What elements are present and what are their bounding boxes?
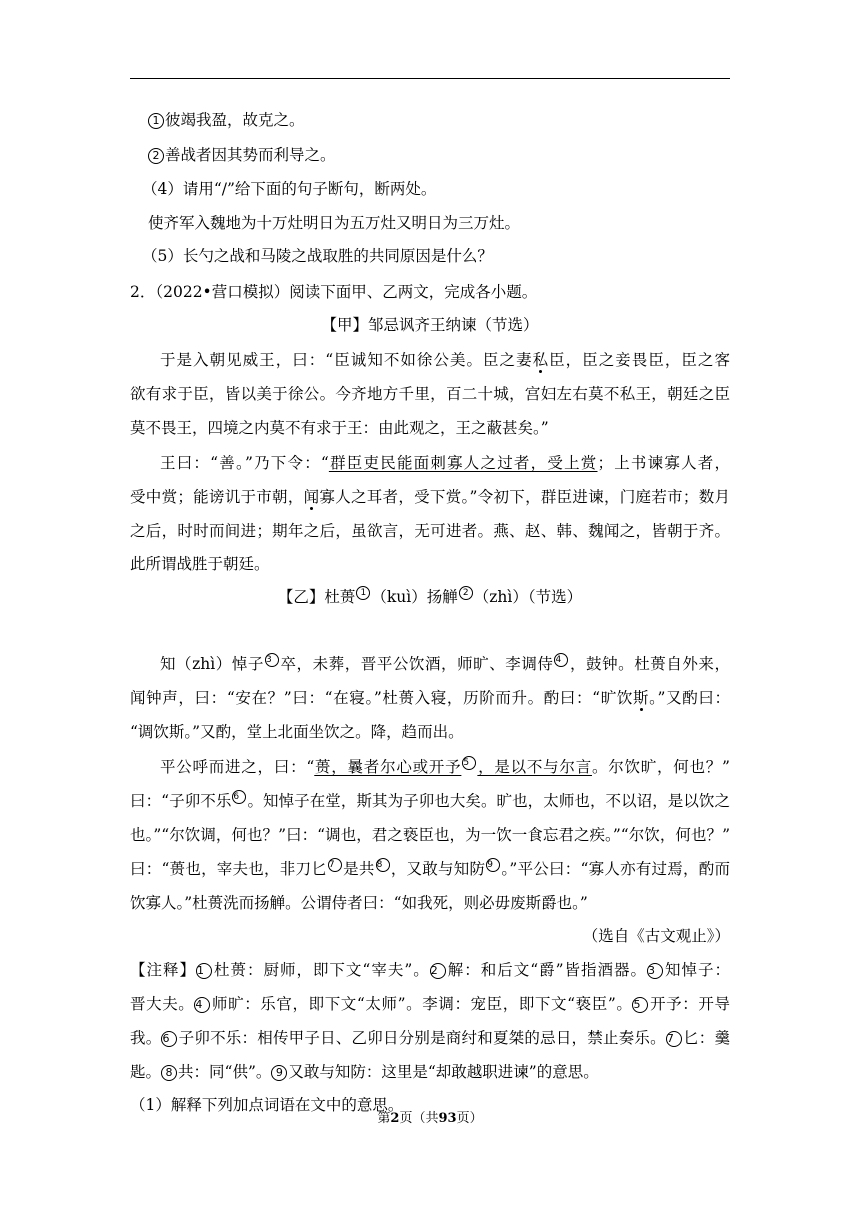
jia-p2-line4: 此所谓战胜于朝廷。 — [130, 555, 270, 573]
sub-question-1: （1）解释下列加点词语在文中的意思。 — [130, 1096, 404, 1114]
question-4-sentence: 使齐军入魏地为十万灶明日为五万灶又明日为三万灶。 — [148, 214, 521, 232]
question-2-intro: 2．（2022•营口模拟）阅读下面甲、乙两文，完成各小题。 — [130, 283, 538, 301]
jia-p1-line2: 欲有求于臣，皆以美于徐公。今齐地方千里，百二十城，宫妇左右莫不私王，朝廷之臣 — [130, 385, 730, 403]
yi-p2-line3: 也。”“尔饮调，何也？”曰：“调也，君之亵臣也，为一饮一食忘君之疾。”“尔饮，何也？” — [130, 826, 730, 844]
yi-p2-line4: 曰：“蒉也，宰夫也，非刀匕 7 是共 8 ，又敢与知防 9 。”平公曰：“寡人亦有过焉，酌而 — [130, 860, 730, 878]
option-1: 1 彼竭我盈，故克之。 — [148, 109, 305, 131]
option-2: 2 善战者因其势而利导之。 — [148, 144, 336, 166]
note-marker: 2 — [459, 586, 473, 600]
note-marker: 9 — [486, 858, 500, 872]
jia-p2-line2: 受中赏；能谤讥于市朝，闻寡人之耳者，受下赏。”令初下，群臣进谏，门庭若市；数月 — [130, 488, 730, 506]
notes-line2: 晋大夫。4 师旷：乐官，即下文“太师”。李调：宠臣，即下文“亵臣”。5 开予：开导 — [130, 995, 730, 1013]
circled-number: 2 — [148, 148, 164, 164]
notes-line4: 匙。 8 共：同“供”。 9 又敢与知防：这里是“却敢越职进谏”的意思。 — [130, 1063, 599, 1081]
circled-number: 1 — [148, 113, 164, 129]
underlined-sentence: 群臣吏民能面刺寡人之过者，受上赏 — [328, 454, 598, 472]
passage-jia-title: 【甲】邹忌讽齐王纳谏（节选） — [321, 316, 539, 334]
page-footer: 第2页（共93页） — [377, 1111, 483, 1126]
note-marker: 5 — [462, 756, 476, 770]
dotted-word: 私 — [532, 351, 550, 369]
dotted-word: 斯 — [632, 689, 650, 707]
dotted-word: 闻 — [303, 488, 320, 506]
yi-p1-line3: “调饮斯。”又酌，堂上北面坐饮之。降，趋而出。 — [130, 723, 464, 741]
notes-line1: 【注释】1 杜蒉：厨师，即下文“宰夫”。2 解：和后文“爵”皆指酒器。3 知悼子： — [130, 961, 730, 979]
passage-yi-title: 【乙】杜蒉 1 （kuì）扬觯 2 （zhì）（节选） — [277, 588, 583, 606]
page-number: 2 — [390, 1111, 400, 1126]
yi-p2-line1: 平公呼而进之，曰：“蒉，曩者尔心或开予 5 ，是以不与尔言。尔饮旷，何也？” — [160, 758, 730, 776]
note-marker: 7 — [328, 858, 342, 872]
jia-p1-line3: 莫不畏王，四境之内莫不有求于王：由此观之，王之蔽甚矣。” — [130, 419, 549, 437]
note-marker: 8 — [376, 858, 390, 872]
note-marker: 3 — [265, 653, 279, 667]
yi-p2-line2: 曰：“子卯不乐 6 。知悼子在堂，斯其为子卯也大矣。旷也，太师也，不以诏，是以饮之 — [130, 792, 730, 810]
jia-p2-line1: 王曰：“善。”乃下令：“群臣吏民能面刺寡人之过者，受上赏；上书谏寡人者， — [160, 454, 730, 472]
note-marker: 1 — [356, 586, 370, 600]
jia-p2-line3: 之后，时时而间进；期年之后，虽欲言，无可进者。燕、赵、韩、魏闻之，皆朝于齐。 — [130, 522, 730, 540]
source-citation: （选自《古文观止》） — [582, 927, 730, 945]
header-rule — [130, 78, 730, 79]
notes-line3: 我。6 子卯不乐：相传甲子日、乙卯日分别是商纣和夏桀的忌日，禁止奏乐。7 匕：羹 — [130, 1029, 730, 1047]
page-total: 93 — [438, 1111, 457, 1126]
question-5: （5）长勺之战和马陵之战取胜的共同原因是什么？ — [142, 247, 493, 265]
jia-p1-line1: 于是入朝见威王，曰：“臣诚知不如徐公美。臣之妻私臣，臣之妾畏臣，臣之客 — [160, 351, 730, 369]
note-marker: 6 — [232, 790, 246, 804]
question-4: （4）请用“/”给下面的句子断句，断两处。 — [142, 180, 437, 198]
yi-p1-line1: 知（zhì）悼子 3 卒，未葬，晋平公饮酒，师旷、李调侍 4 ，鼓钟。杜蒉自外来， — [160, 655, 730, 673]
underlined-sentence: 蒉，曩者尔心或开予 5 ，是以不与尔言 — [314, 758, 592, 776]
note-marker: 4 — [554, 653, 568, 667]
yi-p2-line5: 饮寡人。”杜蒉洗而扬觯。公谓侍者曰：“如我死，则必毋废斯爵也。” — [130, 894, 588, 912]
yi-p1-line2: 闻钟声，曰：“安在？”曰：“在寝。”杜蒉入寝，历阶而升。酌曰：“旷饮斯。”又酌曰： — [130, 689, 730, 707]
